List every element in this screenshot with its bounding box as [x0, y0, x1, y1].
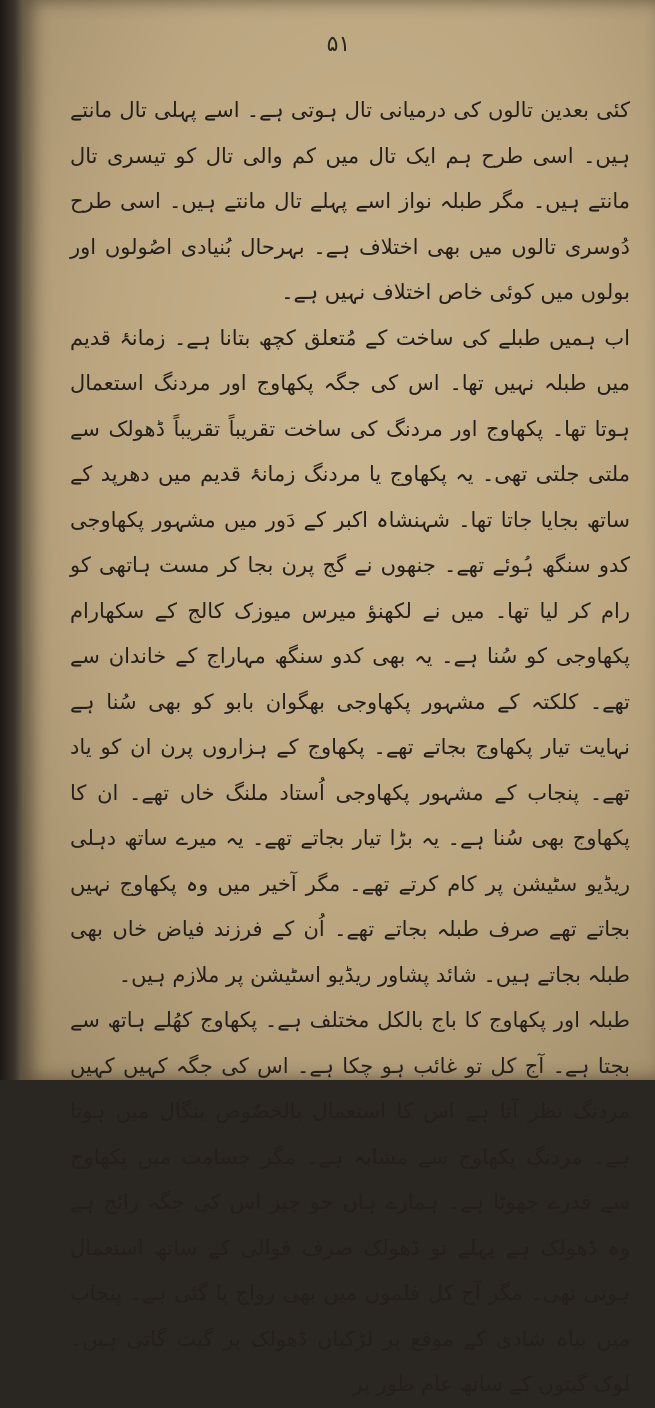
paragraph-1: کئی بعدین تالوں کی درمیانی تال ہوتی ہے۔ اسے پہلی تال مانتے ہیں۔ اسی طرح ہم ایک تال میں کم والی تال کو تیسری تال مانتے ہیں۔ مگر طبلہ نواز اسے پہلے تال مانتے ہیں۔ اسی طرح دُوسری تالوں میں بھی اختلاف ہے۔ بہرحال بُنیادی اصُولوں اور بولوں میں کوئی خاص اختلاف نہیں ہے۔: [70, 98, 630, 304]
page-number: ۵۱: [326, 32, 351, 57]
page-body-text: [70, 88, 630, 1408]
book-spine-shadow: [0, 0, 24, 1080]
paragraph-2: اب ہمیں طبلے کی ساخت کے مُتعلق کچھ بتانا ہے۔ زمانۂ قدیم میں طبلہ نہیں تھا۔ اس کی جگہ پکھاوج اور مردنگ استعمال ہوتا تھا۔ پکھاوج اور مردنگ کی ساخت تقریباً تقریباً ڈھولک سے ملتی جلتی تھی۔ یہ پکھاوج یا مردنگ زمانۂ قدیم میں دھرپد کے ساتھ بجایا جاتا تھا۔ شہنشاہ اکبر کے دَور میں مشہور پکھاوجی کدو سنگھ ہُوئے تھے۔ جنھوں نے گج پرن بجا کر مست ہاتھی کو رام کر لیا تھا۔ میں نے لکھنؤ میرس میوزک کالج کے سکھارام پکھاوجی کو سُنا ہے۔ یہ بھی کدو سنگھ مہاراج کے خاندان سے تھے۔ کلکتہ کے مشہور پکھاوجی بھگوان بابو کو بھی سُنا ہے نہایت تیار پکھاوج بجاتے تھے۔ پکھاوج کے ہزاروں پرن ان کو یاد تھے۔ پنجاب کے مشہور پکھاوجی اُستاد ملنگ خاں تھے۔ ان کا پکھاوج بھی سُنا ہے۔ یہ بڑا تیار بجاتے تھے۔ یہ میرے ساتھ دہلی ریڈیو سٹیشن پر کام کرتے تھے۔ مگر آخیر میں وہ پکھاوج نہیں بجاتے تھے صرف طبلہ بجاتے تھے۔ اُن کے فرزند فیاض خاں بھی طبلہ بجاتے ہیں۔ شائد پشاور ریڈیو اسٹیشن پر ملازم ہیں۔: [70, 325, 630, 987]
book-page: [22, 0, 655, 1396]
paragraph-3: طبلہ اور پکھاوج کا باج بالکل مختلف ہے۔ پکھاوج کھُلے ہاتھ سے بجتا ہے۔ آج کل تو غائب ہو چکا ہے۔ اس کی جگہ کہیں کہیں مردنگ نظر آتا ہے اس کا استعمال بالخصُوص بنگال میں ہوتا ہے۔ مردنگ پکھاوج سے مشابہ ہے۔ مگر جسامت میں پکھاوج سے قدرے چھوٹا ہے۔ ہمارے ہاں جو چیز اس کی جگہ رائج ہے وہ ڈھولک ہے پہلے تو ڈھولک صرف قوالی کے ساتھ استعمال ہوتی تھی۔ مگر آج کل فلموں میں بھی رواج پا گئی ہے۔ پنجاب میں بیاہ شادی کے موقع پر لڑکیاں ڈھولک پر گیت گاتی ہیں۔ لوک گیتوں کے ساتھ عام طور پر: [70, 1008, 630, 1396]
